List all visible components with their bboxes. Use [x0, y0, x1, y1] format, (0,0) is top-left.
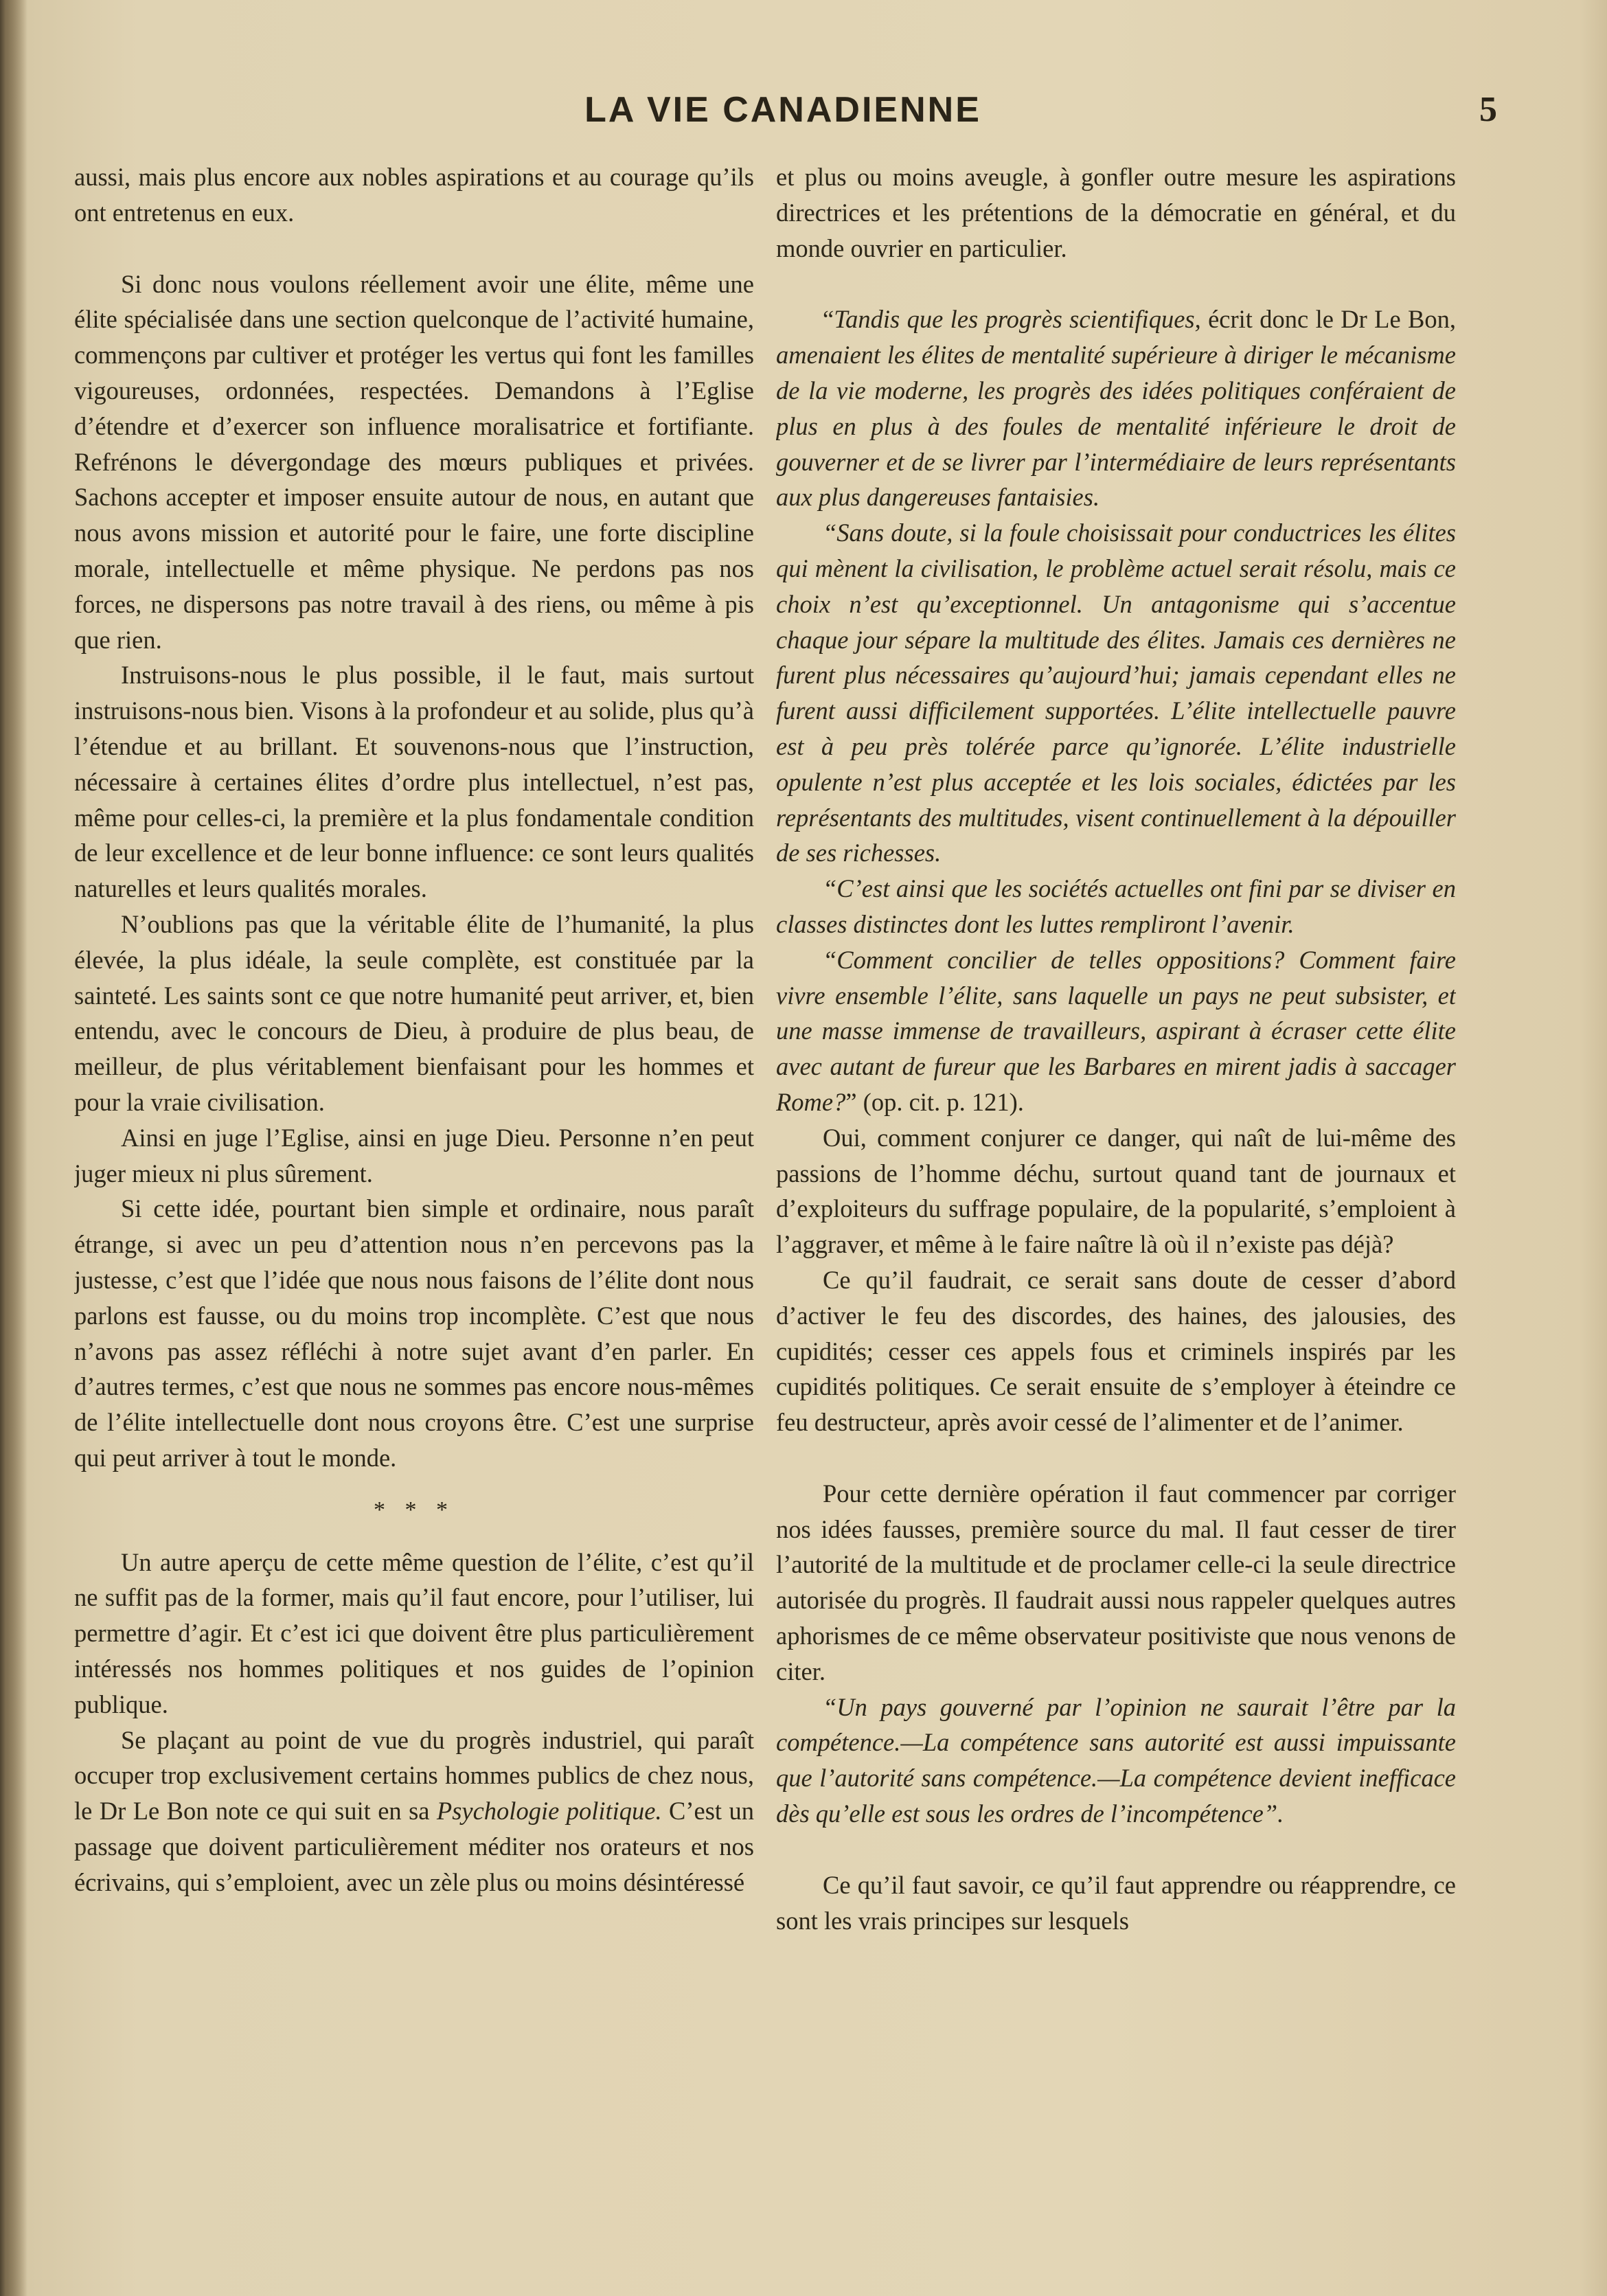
paragraph: Un autre aperçu de cette même question de l’élite, c’est qu’il ne suffit pas de la former, mais qu’il faut encore, pour l’utiliser, lui permettre d’agir. Et c’est ici que doivent être plus particulièrement intéressés nos hommes politiques et nos guides de l’opinion publique. — [74, 1547, 754, 1718]
right-column — [776, 159, 1456, 2165]
paragraph: Si cette idée, pourtant bien simple et ordinaire, nous paraît étrange, si avec un peu d’attention nous n’en percevons pas la justesse, c’est que l’idée que nous nous faisons de l’élite dont nous parlons est fausse, ou du moins trop incomplète. C’est que nous n’avons pas assez réfléchi à notre sujet avant d’en parler. En d’autres termes, c’est que nous ne sommes pas encore nous-mêmes de l’élite intellectuelle dont nous croyons être. C’est une surprise qui peut arriver à tout le monde. — [74, 1194, 754, 1472]
paragraph: Ce qu’il faut savoir, ce qu’il faut apprendre ou réapprendre, ce sont les vrais principes sur lesquels — [776, 1870, 1456, 1935]
quote-text: “Comment concilier de telles oppositions? Comment faire vivre ensemble l’élite, sans laquelle un pays ne peut subsister, et une masse immense de travailleurs, aspirant à écraser cette élite avec autant de fureur que les Barbares en mirent jadis à saccager Rome? — [776, 945, 1456, 1116]
paragraph: Pour cette dernière opération il faut commencer par corriger nos idées fausses, première source du mal. Il faut cesser de tirer l’autorité de la multitude et de proclamer celle-ci la seule directrice autorisée du progrès. Il faudrait aussi nous rappeler quelques autres aphorismes de ce même observateur positiviste que nous venons de citer. — [776, 1479, 1456, 1685]
binding-gutter — [0, 0, 27, 2296]
quote-mark: “ — [823, 305, 834, 334]
left-column — [74, 159, 754, 2165]
quote-paragraph — [776, 302, 1456, 515]
quote-paragraph: “Sans doute, si la foule choisissait pour conductrices les élites qui mènent la civilisation, le problème actuel serait résolu, mais ce choix n’est qu’exceptionnel. Un antagonisme qui s’accentue chaque jour sépare la multitude des élites. Jamais ces dernières ne furent plus nécessaires qu’aujourd’hui; jamais cependant elles ne furent aussi difficilement supportées. L’élite intellectuelle pauvre est à peu près tolérée parce qu’ignorée. L’élite industrielle opulente n’est plus acceptée et les lois sociales, édictées par les représentants des multitudes, visent continuellement à la dépouiller de ses richesses. — [776, 519, 1456, 867]
section-divider: * * * — [374, 1497, 455, 1523]
quote-paragraph: “Un pays gouverné par l’opinion ne saurait l’être par la compétence.—La compétence sans autorité est aussi impuissante que l’autorité sans compétence.—La compétence devient inefficace dès qu’elle est sous les ordres de l’incompétence”. — [776, 1692, 1456, 1828]
page-header — [69, 81, 1497, 136]
attribution-text: écrit donc le Dr Le Bon, — [1200, 305, 1456, 334]
paragraph-text: C’est un passage que doivent particulièrement méditer nos orateurs et nos écrivains, qui s’emploient, avec un zèle plus ou moins désintéressé — [74, 1797, 754, 1896]
page-number: 5 — [1479, 90, 1497, 129]
paragraph: N’oublions pas que la véritable élite de l’humanité, la plus élevée, la plus idéale, la seule complète, est constituée par la sainteté. Les saints sont ce que notre humanité peut arriver, et, bien entendu, avec le concours de Dieu, à produire de plus beau, de meilleur, de plus véritablement bienfaisant pour les hommes et pour la vraie civilisation. — [74, 909, 754, 1116]
paragraph: Ainsi en juge l’Eglise, ainsi en juge Dieu. Personne n’en peut juger mieux ni plus sûrement. — [74, 1123, 754, 1187]
running-title: LA VIE CANADIENNE — [584, 90, 981, 130]
paragraph: Si donc nous voulons réellement avoir une élite, même une élite spécialisée dans une section quelconque de l’activité humaine, commençons par cultiver et protéger les vertus qui font les familles vigoureuses, ordonnées, respectées. Demandons à l’Eglise d’étendre et d’exercer son influence moralisatrice et fortifiante. Refrénons le dévergondage des mœurs publiques et privées. Sachons accepter et imposer ensuite autour de nous, en autant que nous avons mission et autorité pour le faire, une forte discipline morale, intellectuelle et même physique. Ne perdons pas nos forces, ne dispersons pas notre travail à des riens, ou même à pis que rien. — [74, 269, 754, 654]
citation-text: ” (op. cit. p. 121). — [845, 1087, 1024, 1116]
quote-text: Tandis que les progrès scientifiques, — [834, 305, 1201, 334]
quote-text: amenaient les élites de mentalité supérieure à diriger le mécanisme de la vie moderne, les progrès des idées politiques conféraient de plus en plus à des foules de mentalité inférieure le droit de gouverner et de se livrer par l’intermédiaire de leurs représentants aux plus dangereuses fantaisies. — [776, 341, 1456, 512]
paragraph: Instruisons-nous le plus possible, il le faut, mais surtout instruisons-nous bien. Visons à la profondeur et au solide, plus qu’à l’étendue et au brillant. Et souvenons-nous que l’instruction, nécessaire à certaines élites d’ordre plus intellectuel, n’est pas, même pour celles-ci, la première et la plus fondamentale condition de leur excellence et de leur bonne influence: ce sont leurs qualités naturelles et leurs qualités morales. — [74, 661, 754, 903]
paragraph: et plus ou moins aveugle, à gonfler outre mesure les aspirations directrices et les prétentions de la démocratie en général, et du monde ouvrier en particulier. — [776, 163, 1456, 262]
quote-paragraph — [776, 942, 1456, 1120]
paragraph-text: Se plaçant au point de vue du progrès industriel, qui paraît occuper trop exclusivement certains hommes publics de chez nous, le Dr Le Bon note ce qui suit en sa — [74, 1725, 754, 1826]
paragraph: aussi, mais plus encore aux nobles aspirations et au courage qu’ils ont entretenus en eux. — [74, 163, 754, 227]
paragraph: Oui, comment conjurer ce danger, qui naît de lui-même des passions de l’homme déchu, surtout quand tant de journaux et d’exploiteurs du suffrage populaire, de la popularité, s’emploient à l’aggraver, et même à le faire naître là où il n’existe pas déjà? — [776, 1123, 1456, 1259]
paragraph: Ce qu’il faudrait, ce serait sans doute de cesser d’abord d’activer le feu des discordes, des haines, des jalousies, des cupidités; cesser ces appels fous et criminels inspirés par les cupidités politiques. Ce serait ensuite de s’employer à éteindre ce feu destructeur, après avoir cessé de l’alimenter et de l’animer. — [776, 1265, 1456, 1437]
book-title: Psychologie politique. — [436, 1797, 662, 1826]
quote-paragraph: “C’est ainsi que les sociétés actuelles ont fini par se diviser en classes distinctes dont les luttes rempliront l’avenir. — [776, 874, 1456, 938]
paragraph — [74, 1723, 754, 1900]
